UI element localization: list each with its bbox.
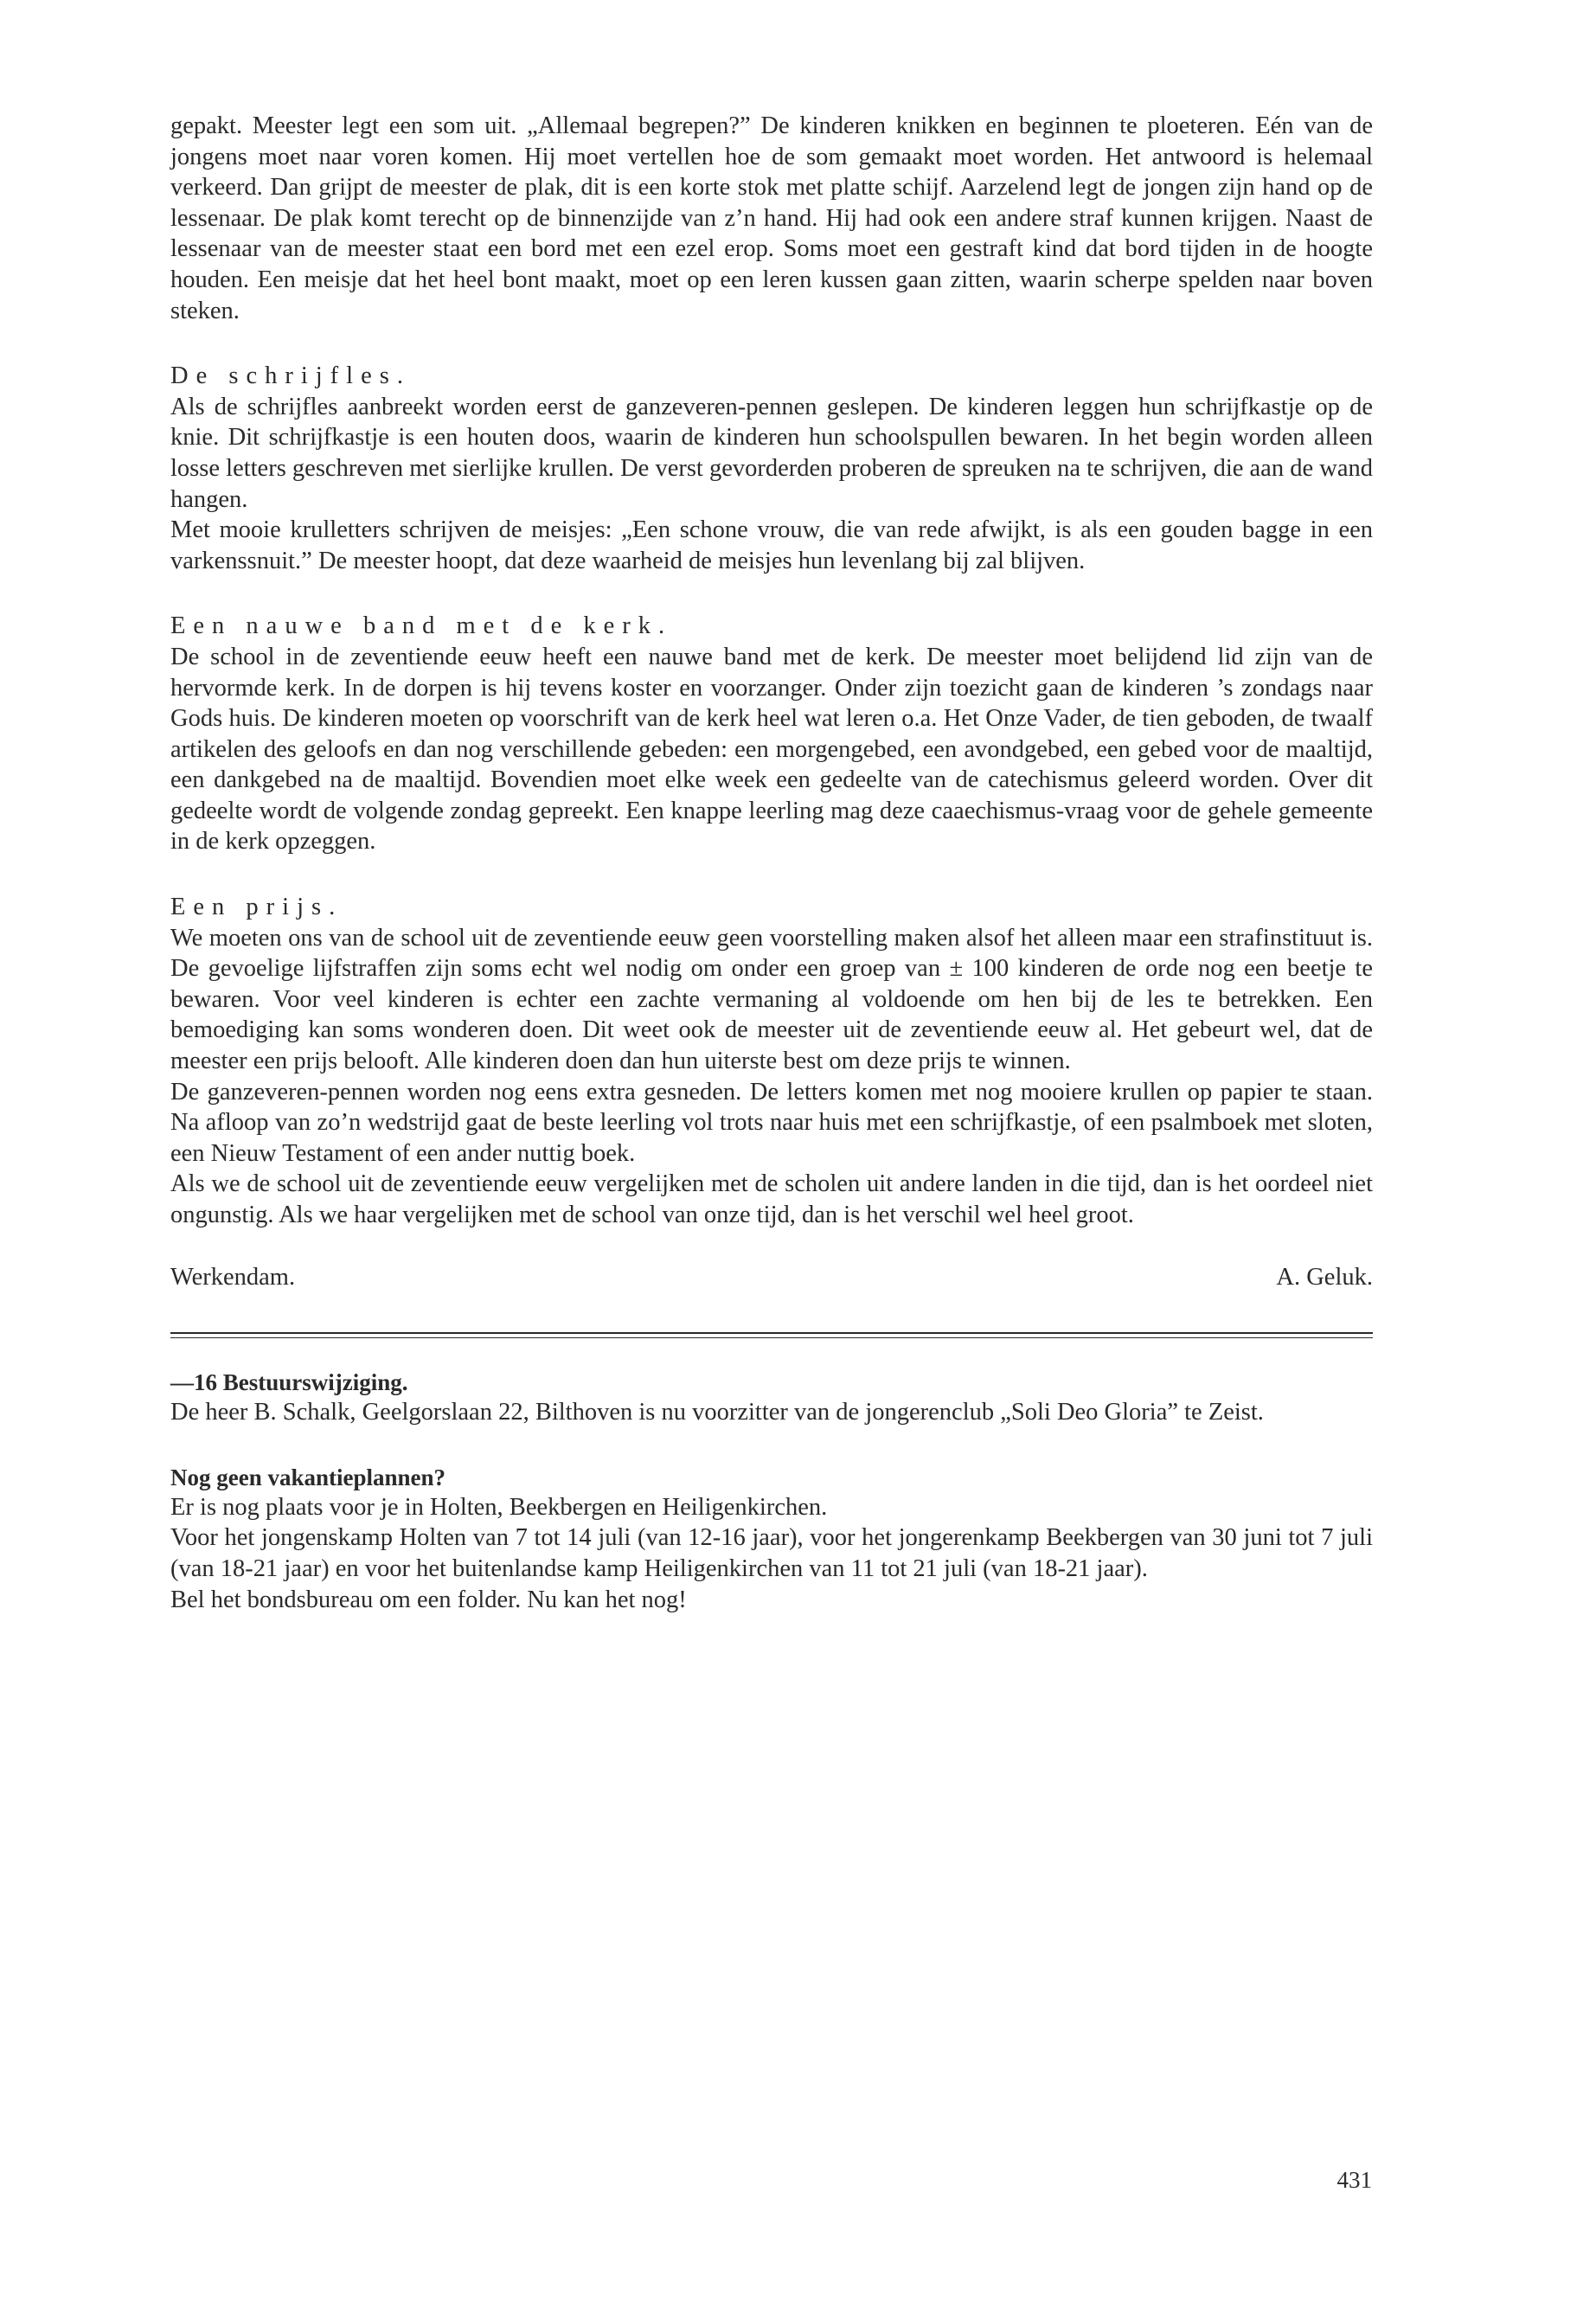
prijs-paragraph-2: De ganzeveren-pennen worden nog eens extra gesneden. De letters komen met nog mooiere krullen op papier te staan. Na afloop van zo’n wedstrijd gaat de beste leerling vol trots naar huis met een schrijfkastje, of een psalmboek met sloten, een Nieuw Testament of een ander nuttig boek. bbox=[170, 1078, 1373, 1167]
article-signature bbox=[170, 1262, 1373, 1293]
signature-place: Werkendam. bbox=[170, 1263, 296, 1291]
page-body bbox=[170, 111, 1373, 1615]
notice-line-3: Bel het bondsbureau om een folder. Nu kan het nog! bbox=[170, 1586, 687, 1613]
section-heading-kerk: Een nauwe band met de kerk. bbox=[170, 612, 673, 640]
schrijfles-paragraph-2: Met mooie krulletters schrijven de meisjes: „Een schone vrouw, die van rede afwijkt, is als een gouden bagge in een varkenssnuit.” De meester hoopt, dat deze waarheid de meisjes hun levenlang bij zal blijven. bbox=[170, 516, 1373, 574]
notice-text-bestuurswijziging: De heer B. Schalk, Geelgorslaan 22, Bilthoven is nu voorzitter van de jongerenclub „Soli Deo Gloria” te Zeist. bbox=[170, 1399, 1264, 1426]
notice-line-1: Er is nog plaats voor je in Holten, Beekbergen en Heiligenkirchen. bbox=[170, 1493, 828, 1521]
prijs-paragraph-1: We moeten ons van de school uit de zeventiende eeuw geen voorstelling maken alsof het alleen maar een strafinstituut is. De gevoelige lijfstraffen zijn soms echt wel nodig om onder een groep van ± 100 kinderen de orde nog een beetje te bewaren. Voor veel kinderen is echter een zachte vermaning al voldoende om hen bij de les te betrekken. Een bemoediging kan soms wonderen doen. Dit weet ook de meester uit de zeventiende eeuw al. Het gebeurt wel, dat de meester een prijs belooft. Alle kinderen doen dan hun uiterste best om deze prijs te winnen. bbox=[170, 924, 1373, 1075]
divider-rule-bottom bbox=[170, 1337, 1373, 1338]
notice-line-2: Voor het jongenskamp Holten van 7 tot 14 juli (van 12-16 jaar), voor het jongerenkamp Beekbergen van 30 juni tot 7 juli (van 18-21 jaar) en voor het buitenlandse kamp Heiligenkirchen van 11 tot 21 juli (van 18-21 jaar). bbox=[170, 1524, 1373, 1582]
kerk-paragraph-1: De school in de zeventiende eeuw heeft een nauwe band met de kerk. De meester moet belijdend lid zijn van de hervormde kerk. In de dorpen is hij tevens koster en voorzanger. Onder zijn toezicht gaan de kinderen ’s zondags naar Gods huis. De kinderen moeten op voorschrift van de kerk heel wat leren o.a. Het Onze Vader, de tien geboden, de twaalf artikelen des geloofs en dan nog verschillende gebeden: een morgengebed, een avondgebed, een gebed voor de maaltijd, een dankgebed na de maaltijd. Bovendien moet elke week een gedeelte van de catechismus geleerd worden. Over dit gedeelte wordt de volgende zondag gepreekt. Een knappe leerling mag deze caaechismus-vraag voor de gehele gemeente in de kerk opzeggen. bbox=[170, 643, 1373, 856]
section-heading-schrijfles: De schrijfles. bbox=[170, 362, 411, 390]
schrijfles-paragraph-1: Als de schrijfles aanbreekt worden eerst de ganzeveren-pennen geslepen. De kinderen leggen hun schrijfkastje op de knie. Dit schrijfkastje is een houten doos, waarin de kinderen hun schoolspullen bewaren. In het begin worden alleen losse letters geschreven met sierlijke krullen. De verst gevorderden proberen de spreuken na te schrijven, die aan de wand hangen. bbox=[170, 393, 1373, 513]
notice-heading-vakantieplannen: Nog geen vakantieplannen? bbox=[170, 1464, 446, 1490]
signature-author: A. Geluk. bbox=[1276, 1263, 1373, 1291]
section-heading-prijs: Een prijs. bbox=[170, 894, 343, 921]
intro-paragraph: gepakt. Meester legt een som uit. „Allemaal begrepen?” De kinderen knikken en beginnen te ploeteren. Eén van de jongens moet naar voren komen. Hij moet vertellen hoe de som gemaakt moet worden. Het antwoord is helemaal verkeerd. Dan grijpt de meester de plak, dit is een korte stok met platte schijf. Aarzelend legt de jongen zijn hand op de lessenaar. De plak komt terecht op de binnenzijde van z’n hand. Hij had ook een andere straf kunnen krijgen. Naast de lessenaar van de meester staat een bord met een ezel erop. Soms moet een gestraft kind dat bord tijden in de hoogte houden. Een meisje dat het heel bont maakt, moet op een leren kussen gaan zitten, waarin scherpe spelden naar boven steken. bbox=[170, 112, 1373, 324]
prijs-paragraph-3: Als we de school uit de zeventiende eeuw vergelijken met de scholen uit andere landen in die tijd, dan is het oordeel niet ongunstig. Als we haar vergelijken met de school van onze tijd, dan is het verschil wel heel groot. bbox=[170, 1170, 1373, 1228]
page-number: 431 bbox=[1336, 2167, 1372, 2193]
section-divider bbox=[170, 1332, 1373, 1338]
divider-rule-top bbox=[170, 1332, 1373, 1334]
notice-heading-bestuurswijziging: —16 Bestuurswijziging. bbox=[170, 1369, 408, 1396]
